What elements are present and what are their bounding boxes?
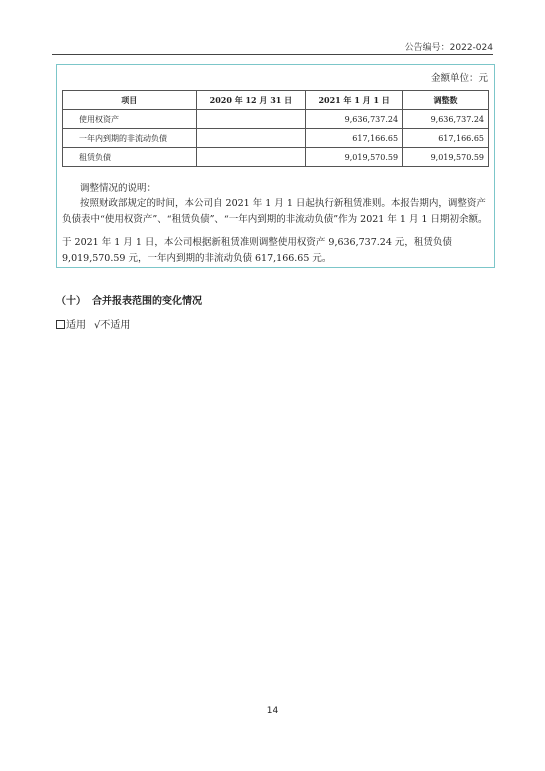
column-header-adjustment: 调整数: [403, 91, 489, 110]
table-row: [63, 110, 489, 129]
row-adjustment-value: 9,019,570.59: [403, 148, 489, 167]
row-2020-value: [196, 110, 306, 129]
amount-unit: 金额单位：元: [430, 73, 488, 84]
applicability-options: [56, 316, 130, 331]
notes-title: 调整情况的说明：: [80, 183, 157, 194]
notes-paragraph-2: 于 2021 年 1 月 1 日，本公司根据新租赁准则调整使用权资产 9,636,737.24 元，租赁负债 9,019,570.59 元，一年内到期的非流动负债 617,166.65 元。: [62, 237, 452, 264]
column-header-2021-jan-1: 2021 年 1 月 1 日: [306, 91, 403, 110]
row-adjustment-value: 617,166.65: [403, 129, 489, 148]
header-divider: [52, 54, 493, 55]
applicable-checkbox-icon: [56, 320, 65, 329]
column-header-2020-dec-31: 2020 年 12 月 31 日: [196, 91, 306, 110]
row-item: 一年内到期的非流动负债: [63, 129, 197, 148]
notes-paragraph-1: 按照财政部规定的时间，本公司自 2021 年 1 月 1 日起执行新租赁准则。本报告期内，调整资产负债表中“使用权资产”、“租赁负债”、“一年内到期的非流动负债”作为 2021 年 1 月 1 日期初余额。: [62, 198, 488, 225]
row-2021-value: 9,019,570.59: [306, 148, 403, 167]
row-2020-value: [196, 129, 306, 148]
not-applicable-label: 不适用: [100, 320, 131, 331]
page-number: 14: [266, 706, 279, 716]
section-title: 合并报表范围的变化情况: [92, 296, 202, 307]
section-heading: [56, 292, 202, 307]
row-2021-value: 617,166.65: [306, 129, 403, 148]
row-2020-value: [196, 148, 306, 167]
adjustment-table: [62, 90, 489, 167]
column-header-item: 项目: [63, 91, 197, 110]
table-row: [63, 129, 489, 148]
row-2021-value: 9,636,737.24: [306, 110, 403, 129]
row-item: 使用权资产: [63, 110, 197, 129]
section-number: （十）: [56, 296, 86, 307]
row-adjustment-value: 9,636,737.24: [403, 110, 489, 129]
applicable-label: 适用: [66, 320, 86, 331]
announcement-number: 公告编号：2022-024: [404, 43, 493, 53]
checkmark-icon: √: [94, 320, 101, 331]
row-item: 租赁负债: [63, 148, 197, 167]
table-header-row: [63, 91, 489, 110]
table-row: [63, 148, 489, 167]
